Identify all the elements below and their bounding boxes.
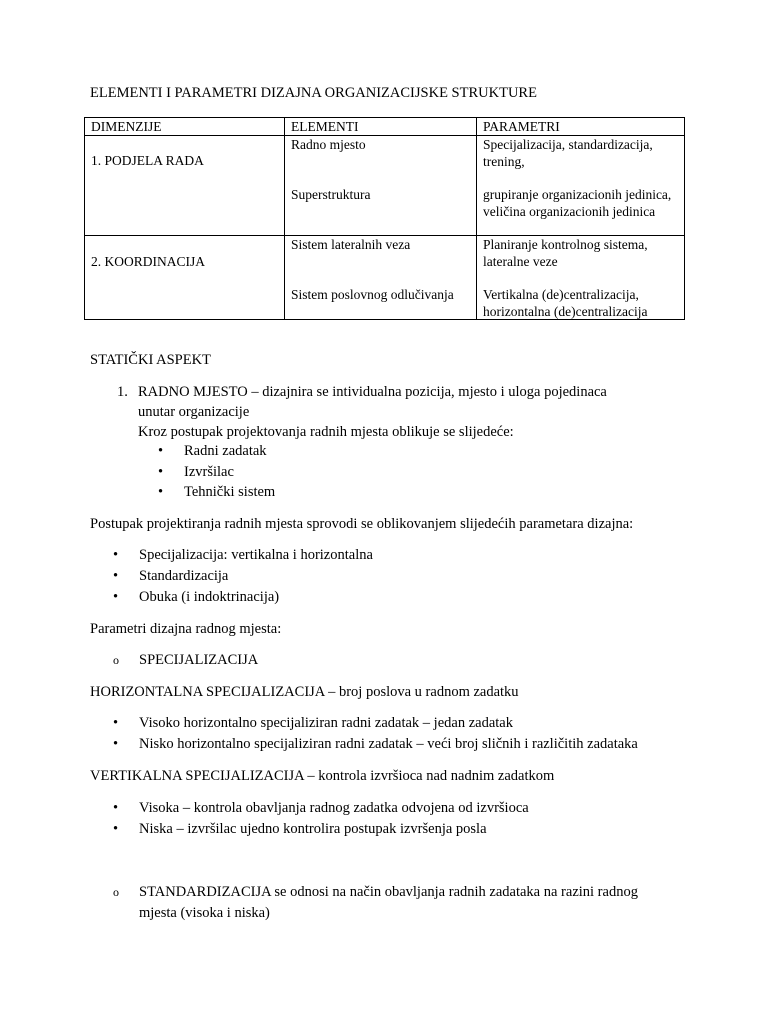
- list-item: o STANDARDIZACIJA se odnosi na način obavljanja radnih zadataka na razini radnog: [139, 883, 638, 902]
- section-heading: STATIČKI ASPEKT: [90, 352, 211, 368]
- parameters-cell: [477, 136, 685, 236]
- table-header-row: [85, 118, 685, 136]
- list-item: • Izvršilac: [184, 463, 275, 484]
- element-label: Sistem lateralnih veza: [291, 237, 411, 252]
- list-item: • Standardizacija: [139, 567, 373, 588]
- dimension-label: 1. PODJELA RADA: [91, 153, 204, 168]
- circle-list: [139, 883, 638, 902]
- elements-cell: [285, 136, 477, 236]
- subheading: VERTIKALNA SPECIJALIZACIJA – kontrola izvršioca nad nadnim zadatkom: [90, 768, 555, 784]
- numbered-item-line: Kroz postupak projektovanja radnih mjesta oblikuje se slijedeće:: [138, 424, 514, 440]
- bullet-list: [139, 546, 373, 608]
- list-item: • Niska – izvršilac ujedno kontrolira postupak izvršenja posla: [139, 820, 529, 841]
- element-label: Radno mjesto: [291, 137, 366, 152]
- parameter-text: Planiranje kontrolnog sistema, lateralne veze: [483, 237, 648, 269]
- table-row: [85, 136, 685, 236]
- list-item: • Visoka – kontrola obavljanja radnog zadatka odvojena od izvršioca: [139, 799, 529, 820]
- parameter-text: Vertikalna (de)centralizacija, horizontalna (de)centralizacija: [483, 287, 648, 319]
- list-item: • Tehnički sistem: [184, 483, 275, 504]
- parameter-text: Specijalizacija, standardizacija, trening,: [483, 137, 653, 169]
- list-item: o SPECIJALIZACIJA: [139, 651, 258, 670]
- document-title: ELEMENTI I PARAMETRI DIZAJNA ORGANIZACIJSKE STRUKTURE: [90, 85, 537, 101]
- circle-list: [139, 651, 258, 670]
- header-parametri: PARAMETRI: [477, 118, 685, 136]
- element-label: Superstruktura: [291, 187, 371, 202]
- dimension-cell: [85, 136, 285, 236]
- list-item: • Visoko horizontalno specijaliziran radni zadatak – jedan zadatak: [139, 714, 638, 735]
- header-dimenzije: DIMENZIJE: [85, 118, 285, 136]
- dimension-cell: [85, 236, 285, 320]
- bullet-list: [184, 442, 275, 504]
- parameters-cell: [477, 236, 685, 320]
- numbered-item-line: RADNO MJESTO – dizajnira se intividualna pozicija, mjesto i uloga pojedinaca: [138, 384, 607, 400]
- structure-table: [84, 117, 685, 320]
- table-row: [85, 236, 685, 320]
- list-item: • Nisko horizontalno specijaliziran radni zadatak – veći broj sličnih i različitih zadataka: [139, 735, 638, 756]
- list-item: • Obuka (i indoktrinacija): [139, 588, 373, 609]
- paragraph: Postupak projektiranja radnih mjesta sprovodi se oblikovanjem slijedećih parametara dizajna:: [90, 516, 634, 532]
- elements-cell: [285, 236, 477, 320]
- parameter-text: grupiranje organizacionih jedinica, veličina organizacionih jedinica: [483, 187, 672, 219]
- element-label: Sistem poslovnog odlučivanja: [291, 287, 454, 302]
- numbered-item-line: unutar organizacije: [138, 404, 250, 420]
- paragraph: Parametri dizajna radnog mjesta:: [90, 621, 282, 637]
- dimension-label: 2. KOORDINACIJA: [91, 254, 205, 269]
- list-item-continuation: mjesta (visoka i niska): [139, 905, 270, 921]
- header-elementi: ELEMENTI: [285, 118, 477, 136]
- list-item: • Specijalizacija: vertikalna i horizontalna: [139, 546, 373, 567]
- bullet-list: [139, 799, 529, 841]
- list-item: • Radni zadatak: [184, 442, 275, 463]
- bullet-list: [139, 714, 638, 756]
- subheading: HORIZONTALNA SPECIJALIZACIJA – broj poslova u radnom zadatku: [90, 684, 519, 700]
- list-number: 1.: [117, 384, 128, 400]
